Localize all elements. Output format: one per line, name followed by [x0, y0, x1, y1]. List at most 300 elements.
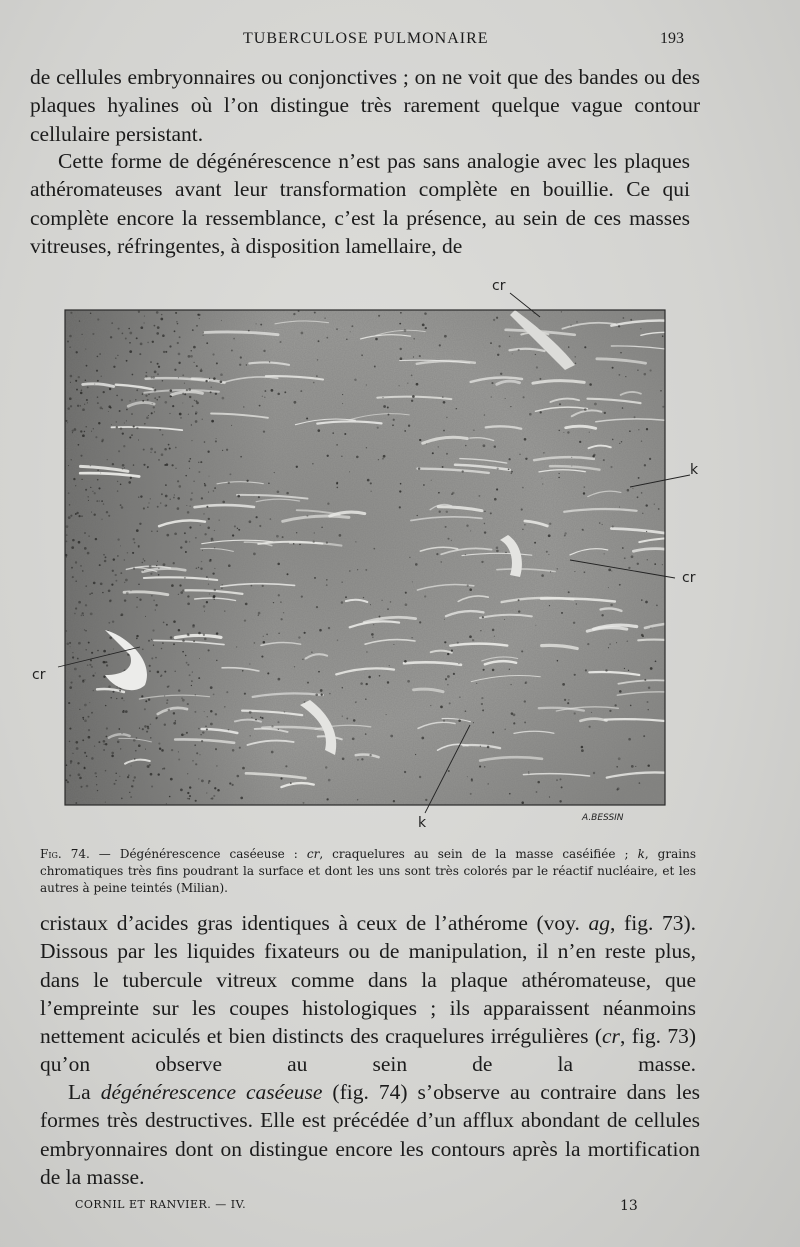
chromatic-grain	[85, 630, 86, 631]
chromatic-grain	[260, 716, 262, 718]
chromatic-grain	[210, 391, 212, 393]
chromatic-grain	[470, 793, 472, 795]
chromatic-grain	[146, 417, 149, 420]
chromatic-grain	[628, 738, 631, 741]
chromatic-grain	[341, 581, 343, 583]
chromatic-grain	[75, 741, 78, 744]
chromatic-grain	[198, 677, 200, 679]
chromatic-grain	[170, 499, 171, 500]
chromatic-grain	[99, 500, 100, 501]
chromatic-grain	[632, 488, 633, 489]
chromatic-grain	[187, 664, 189, 666]
chromatic-grain	[432, 452, 434, 454]
chromatic-grain	[134, 776, 136, 778]
chromatic-grain	[271, 389, 274, 392]
chromatic-grain	[129, 436, 131, 438]
chromatic-grain	[198, 462, 199, 463]
chromatic-grain	[110, 336, 112, 338]
chromatic-grain	[158, 366, 160, 368]
chromatic-grain	[504, 728, 506, 730]
chromatic-grain	[487, 783, 489, 785]
chromatic-grain	[404, 430, 406, 432]
chromatic-grain	[212, 597, 213, 598]
chromatic-grain	[91, 757, 94, 760]
chromatic-grain	[194, 400, 195, 401]
chromatic-grain	[293, 543, 295, 545]
chromatic-grain	[439, 344, 441, 346]
chromatic-grain	[131, 785, 133, 787]
chromatic-grain	[157, 363, 159, 365]
chromatic-grain	[90, 487, 91, 488]
chromatic-grain	[173, 620, 176, 623]
chromatic-grain	[411, 375, 413, 377]
chromatic-grain	[589, 726, 591, 728]
chromatic-grain	[108, 589, 111, 592]
chromatic-grain	[91, 652, 93, 654]
chromatic-grain	[170, 636, 173, 639]
chromatic-grain	[328, 779, 331, 782]
chromatic-grain	[621, 441, 622, 442]
chromatic-grain	[261, 717, 263, 719]
chromatic-grain	[172, 405, 174, 407]
chromatic-grain	[646, 531, 647, 532]
label-k-right: k	[690, 462, 699, 478]
chromatic-grain	[361, 354, 363, 356]
chromatic-grain	[194, 711, 196, 713]
chromatic-grain	[469, 588, 472, 591]
chromatic-grain	[187, 798, 189, 800]
chromatic-grain	[77, 405, 79, 407]
chromatic-grain	[123, 445, 125, 447]
chromatic-grain	[193, 481, 195, 483]
chromatic-grain	[207, 527, 210, 530]
chromatic-grain	[484, 414, 486, 416]
chromatic-grain	[138, 744, 141, 747]
chromatic-grain	[522, 529, 524, 531]
chromatic-grain	[279, 341, 281, 343]
chromatic-grain	[112, 463, 114, 465]
chromatic-grain	[141, 695, 143, 697]
chromatic-grain	[73, 478, 75, 480]
chromatic-grain	[136, 737, 138, 739]
chromatic-grain	[589, 383, 592, 386]
chromatic-grain	[177, 480, 179, 482]
chromatic-grain	[111, 322, 113, 324]
chromatic-grain	[154, 451, 156, 453]
chromatic-grain	[192, 672, 193, 673]
chromatic-grain	[627, 489, 630, 492]
chromatic-grain	[575, 356, 576, 357]
chromatic-grain	[206, 576, 208, 578]
chromatic-grain	[210, 723, 213, 726]
chromatic-grain	[195, 694, 197, 696]
chromatic-grain	[224, 706, 226, 708]
chromatic-grain	[249, 711, 252, 714]
chromatic-grain	[97, 469, 99, 471]
chromatic-grain	[188, 388, 191, 391]
chromatic-grain	[188, 798, 190, 800]
chromatic-grain	[210, 686, 213, 689]
chromatic-grain	[483, 669, 485, 671]
chromatic-grain	[155, 657, 157, 659]
chromatic-grain	[204, 533, 206, 535]
chromatic-grain	[518, 599, 520, 601]
chromatic-grain	[587, 643, 589, 645]
chromatic-grain	[482, 616, 484, 618]
chromatic-grain	[422, 324, 425, 327]
chromatic-grain	[185, 655, 186, 656]
chromatic-grain	[619, 690, 622, 693]
chromatic-grain	[583, 492, 585, 494]
chromatic-grain	[524, 700, 526, 702]
chromatic-grain	[93, 582, 96, 585]
chromatic-grain	[568, 591, 570, 593]
chromatic-grain	[660, 390, 662, 392]
chromatic-grain	[120, 484, 122, 486]
chromatic-grain	[181, 733, 184, 736]
chromatic-grain	[419, 621, 421, 623]
chromatic-grain	[78, 376, 80, 378]
chromatic-grain	[518, 610, 520, 612]
chromatic-grain	[263, 636, 264, 637]
chromatic-grain	[350, 331, 351, 332]
chromatic-grain	[150, 573, 152, 575]
chromatic-grain	[336, 328, 338, 330]
chromatic-grain	[473, 722, 474, 723]
chromatic-grain	[584, 408, 587, 411]
chromatic-grain	[101, 376, 102, 377]
paragraph-3-c: , fig. 73) qu’on observe au sein de la masse.	[40, 1024, 696, 1077]
chromatic-grain	[352, 737, 355, 740]
chromatic-grain	[118, 328, 120, 330]
chromatic-grain	[69, 741, 71, 743]
chromatic-grain	[537, 781, 540, 784]
chromatic-grain	[424, 595, 426, 597]
chromatic-grain	[484, 766, 486, 768]
chromatic-grain	[70, 760, 73, 763]
chromatic-grain	[153, 645, 154, 646]
chromatic-grain	[90, 465, 91, 466]
chromatic-grain	[494, 498, 497, 501]
chromatic-grain	[125, 710, 128, 713]
chromatic-grain	[91, 431, 92, 432]
chromatic-grain	[189, 786, 191, 788]
chromatic-grain	[484, 531, 486, 533]
chromatic-grain	[446, 453, 448, 455]
chromatic-grain	[99, 353, 101, 355]
chromatic-grain	[170, 389, 173, 392]
chromatic-grain	[346, 718, 348, 720]
chromatic-grain	[140, 326, 143, 329]
chromatic-grain	[121, 506, 124, 509]
chromatic-grain	[484, 511, 486, 513]
chromatic-grain	[173, 497, 175, 499]
chromatic-grain	[174, 670, 176, 672]
chromatic-grain	[458, 663, 459, 664]
chromatic-grain	[543, 452, 544, 453]
chromatic-grain	[198, 314, 200, 316]
chromatic-grain	[145, 375, 146, 376]
chromatic-grain	[282, 536, 284, 538]
chromatic-grain	[84, 679, 85, 680]
chromatic-grain	[321, 527, 322, 528]
chromatic-grain	[66, 525, 69, 528]
chromatic-grain	[629, 430, 631, 432]
figure-74-illustration	[30, 275, 730, 835]
chromatic-grain	[69, 775, 71, 777]
chromatic-grain	[195, 763, 197, 765]
chromatic-grain	[228, 482, 230, 484]
chromatic-grain	[212, 353, 214, 355]
paragraph-3	[40, 909, 696, 1079]
chromatic-grain	[153, 406, 155, 408]
chromatic-grain	[233, 338, 235, 340]
chromatic-grain	[409, 557, 410, 558]
chromatic-grain	[78, 444, 80, 446]
chromatic-grain	[620, 352, 621, 353]
chromatic-grain	[637, 369, 639, 371]
chromatic-grain	[82, 570, 83, 571]
chromatic-grain	[164, 671, 166, 673]
chromatic-grain	[258, 612, 261, 615]
chromatic-grain	[442, 396, 444, 398]
chromatic-grain	[178, 751, 179, 752]
chromatic-grain	[564, 532, 566, 534]
chromatic-grain	[549, 605, 550, 606]
chromatic-grain	[187, 792, 189, 794]
chromatic-grain	[423, 484, 425, 486]
chromatic-grain	[313, 541, 315, 543]
chromatic-grain	[640, 328, 641, 329]
chromatic-grain	[229, 473, 231, 475]
chromatic-grain	[378, 315, 380, 317]
chromatic-grain	[201, 740, 203, 742]
chromatic-grain	[571, 457, 572, 458]
chromatic-grain	[453, 673, 455, 675]
paragraph-3-a: cristaux d’acides gras identiques à ceux de l’athérome (voy.	[40, 911, 589, 935]
chromatic-grain	[249, 663, 250, 664]
chromatic-grain	[100, 472, 101, 473]
chromatic-grain	[85, 489, 87, 491]
chromatic-grain	[413, 338, 415, 340]
chromatic-grain	[145, 700, 147, 702]
chromatic-grain	[645, 601, 648, 604]
chromatic-grain	[504, 619, 505, 620]
chromatic-grain	[278, 594, 280, 596]
chromatic-grain	[117, 355, 118, 356]
chromatic-grain	[121, 798, 123, 800]
chromatic-grain	[616, 766, 618, 768]
chromatic-grain	[378, 459, 379, 460]
chromatic-grain	[387, 608, 389, 610]
chromatic-grain	[156, 565, 157, 566]
chromatic-grain	[113, 648, 114, 649]
chromatic-grain	[255, 719, 257, 721]
chromatic-grain	[214, 547, 215, 548]
chromatic-grain	[439, 511, 441, 513]
chromatic-grain	[100, 582, 103, 585]
chromatic-grain	[158, 396, 160, 398]
chromatic-grain	[438, 492, 440, 494]
chromatic-grain	[133, 567, 135, 569]
chromatic-grain	[528, 773, 529, 774]
chromatic-grain	[479, 766, 481, 768]
chromatic-grain	[164, 464, 166, 466]
chromatic-grain	[546, 551, 548, 553]
chromatic-grain	[624, 668, 625, 669]
chromatic-grain	[150, 724, 152, 726]
paragraph-3-cr: cr	[602, 1024, 620, 1049]
chromatic-grain	[232, 534, 234, 536]
chromatic-grain	[360, 682, 363, 685]
chromatic-grain	[510, 406, 511, 407]
running-title: TUBERCULOSE PULMONAIRE	[243, 30, 489, 47]
chromatic-grain	[465, 554, 466, 555]
chromatic-grain	[135, 399, 136, 400]
chromatic-grain	[140, 495, 142, 497]
chromatic-grain	[415, 563, 418, 566]
chromatic-grain	[199, 318, 200, 319]
chromatic-grain	[296, 532, 297, 533]
chromatic-grain	[637, 496, 639, 498]
chromatic-grain	[136, 427, 138, 429]
chromatic-grain	[192, 625, 195, 628]
chromatic-grain	[138, 496, 139, 497]
chromatic-grain	[200, 525, 201, 526]
chromatic-grain	[357, 799, 358, 800]
caption-text-a: Dégénérescence caséeuse :	[119, 847, 307, 861]
chromatic-grain	[204, 441, 206, 443]
chromatic-grain	[387, 681, 389, 683]
chromatic-grain	[182, 651, 184, 653]
chromatic-grain	[72, 576, 74, 578]
chromatic-grain	[145, 749, 146, 750]
chromatic-grain	[142, 562, 144, 564]
chromatic-grain	[393, 419, 395, 421]
chromatic-grain	[237, 495, 240, 498]
chromatic-grain	[132, 374, 134, 376]
chromatic-grain	[345, 596, 347, 598]
paragraph-3-b: , fig. 73). Dissous par les liquides fixateurs ou de manipulation, il n’en reste plus, dans le tubercule vitreux comme dans la plaque athéromateuse, que l’empreinte sur les coupes histologiques ; ils apparaissent néanmoins nettement aciculés et bien distincts des craquelures irrégulières (	[40, 911, 696, 1049]
chromatic-grain	[87, 402, 88, 403]
chromatic-grain	[471, 778, 473, 780]
chromatic-grain	[103, 749, 105, 751]
chromatic-grain	[92, 333, 94, 335]
chromatic-grain	[96, 500, 98, 502]
chromatic-grain	[472, 639, 474, 641]
chromatic-grain	[445, 678, 447, 680]
chromatic-grain	[280, 601, 282, 603]
chromatic-grain	[326, 798, 328, 800]
chromatic-grain	[157, 326, 160, 329]
chromatic-grain	[650, 627, 651, 628]
chromatic-grain	[105, 743, 107, 745]
chromatic-grain	[128, 328, 130, 330]
chromatic-grain	[375, 338, 378, 341]
chromatic-grain	[419, 776, 421, 778]
chromatic-grain	[622, 407, 624, 409]
chromatic-grain	[151, 595, 152, 596]
chromatic-grain	[610, 604, 613, 607]
chromatic-grain	[119, 410, 121, 412]
chromatic-grain	[196, 325, 198, 327]
chromatic-grain	[630, 319, 632, 321]
chromatic-grain	[561, 612, 563, 614]
chromatic-grain	[296, 466, 298, 468]
chromatic-grain	[189, 458, 191, 460]
chromatic-grain	[126, 360, 128, 362]
chromatic-grain	[366, 683, 368, 685]
chromatic-grain	[74, 613, 76, 615]
page-footer	[0, 1198, 800, 1218]
chromatic-grain	[418, 467, 420, 469]
chromatic-grain	[604, 553, 605, 554]
chromatic-grain	[259, 525, 261, 527]
chromatic-grain	[220, 380, 223, 383]
chromatic-grain	[149, 670, 151, 672]
chromatic-grain	[143, 507, 145, 509]
chromatic-grain	[138, 584, 139, 585]
chromatic-grain	[293, 313, 295, 315]
chromatic-grain	[97, 790, 98, 791]
chromatic-grain	[138, 440, 139, 441]
chromatic-grain	[84, 547, 87, 550]
chromatic-grain	[164, 448, 167, 451]
chromatic-grain	[89, 702, 90, 703]
chromatic-grain	[194, 744, 196, 746]
chromatic-grain	[445, 526, 447, 528]
chromatic-grain	[79, 320, 80, 321]
chromatic-grain	[157, 561, 158, 562]
chromatic-grain	[525, 458, 527, 460]
chromatic-grain	[126, 592, 129, 595]
chromatic-grain	[492, 629, 495, 632]
chromatic-grain	[95, 538, 97, 540]
chromatic-grain	[169, 413, 170, 414]
chromatic-grain	[521, 801, 524, 804]
chromatic-grain	[69, 346, 70, 347]
chromatic-grain	[407, 680, 410, 683]
chromatic-grain	[122, 464, 125, 467]
chromatic-grain	[68, 465, 69, 466]
chromatic-grain	[175, 447, 177, 449]
chromatic-grain	[106, 511, 108, 513]
chromatic-grain	[133, 780, 135, 782]
chromatic-grain	[127, 776, 129, 778]
chromatic-grain	[280, 618, 282, 620]
chromatic-grain	[236, 646, 237, 647]
chromatic-grain	[79, 709, 80, 710]
chromatic-grain	[89, 664, 91, 666]
chromatic-grain	[481, 697, 483, 699]
chromatic-grain	[124, 599, 126, 601]
chromatic-grain	[199, 754, 200, 755]
chromatic-grain	[244, 619, 246, 621]
chromatic-grain	[74, 428, 77, 431]
chromatic-grain	[143, 558, 144, 559]
chromatic-grain	[413, 356, 414, 357]
chromatic-grain	[484, 523, 485, 524]
chromatic-grain	[625, 376, 626, 377]
chromatic-grain	[563, 432, 564, 433]
chromatic-grain	[269, 361, 270, 362]
chromatic-grain	[416, 383, 419, 386]
chromatic-grain	[182, 589, 184, 591]
chromatic-grain	[163, 622, 165, 624]
chromatic-grain	[662, 406, 664, 408]
chromatic-grain	[208, 780, 210, 782]
chromatic-grain	[564, 699, 566, 701]
